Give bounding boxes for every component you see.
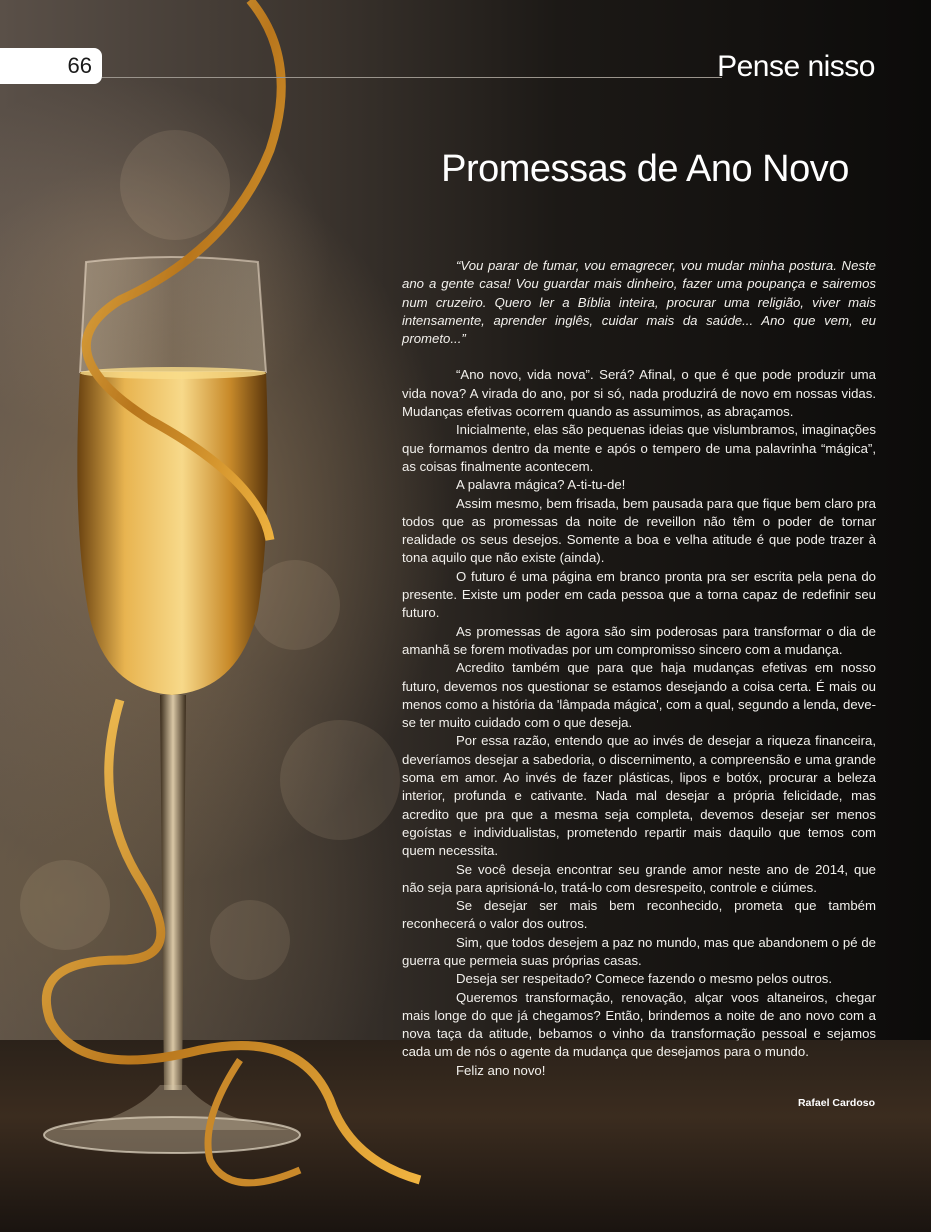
article-title: Promessas de Ano Novo bbox=[441, 148, 849, 190]
paragraph: O futuro é uma página em branco pronta pra ser escrita pela pena do presente. Existe um poder em cada pessoa que a torna capaz de redefinir seu futuro. bbox=[402, 568, 876, 621]
paragraph: Assim mesmo, bem frisada, bem pausada para que fique bem claro pra todos que as promessas da noite de reveillon não têm o poder de tornar realidade os seus desejos. Somente a boa e velha atitude é que pode trazer à tona aquilo que não existe (ainda). bbox=[402, 495, 876, 566]
page-number: 66 bbox=[67, 53, 92, 78]
author-byline: Rafael Cardoso bbox=[797, 1097, 875, 1109]
header-divider bbox=[102, 77, 722, 78]
paragraph: Acredito também que para que haja mudanças efetivas em nosso futuro, devemos nos questionar se estamos desejando a coisa certa. É mais ou menos como a história da 'lâmpada mágica', com a qual, segundo a lenda, deve-se ter muito cuidado com o que deseja. bbox=[402, 660, 876, 731]
paragraph: A palavra mágica? A-ti-tu-de! bbox=[456, 477, 626, 493]
paragraph: Queremos transformação, renovação, alçar voos altaneiros, chegar mais longe do que já chegamos? Então, brindemos a noite de ano novo com a nova taça da atitude, bebamos o vinho da transformação pessoal e sejamos cada um de nós o agente da mudança que desejamos para o mundo. bbox=[402, 989, 876, 1060]
paragraph: Sim, que todos desejem a paz no mundo, mas que abandonem o pé de guerra que permeia suas próprias casas. bbox=[402, 934, 876, 968]
paragraph: Se você deseja encontrar seu grande amor neste ano de 2014, que não seja para aprisioná-lo, tratá-lo com desrespeito, controle e ciúmes. bbox=[402, 861, 876, 895]
closing-line: Feliz ano novo! bbox=[456, 1062, 546, 1078]
opening-quote: “Vou parar de fumar, vou emagrecer, vou mudar minha postura. Neste ano a gente casa! Vou guardar mais dinheiro, fazer uma poupança e sairemos num cruzeiro. Quero ler a Bíblia inteira, procurar uma religião, viver mais intensamente, aprender inglês, cuidar mais da saúde... Ano que vem, eu prometo...” bbox=[402, 258, 876, 347]
paragraph: As promessas de agora são sim poderosas para transformar o dia de amanhã se forem motivadas por um compromisso sincero com a mudança. bbox=[402, 623, 876, 657]
paragraph: Se desejar ser mais bem reconhecido, prometa que também reconhecerá o valor dos outros. bbox=[402, 898, 876, 932]
paragraph: Inicialmente, elas são pequenas ideias que vislumbramos, imaginações que formamos dentro da mente e após o tempero de uma palavrinha “mágica”, as coisas finalmente acontecem. bbox=[402, 422, 876, 474]
paragraph: “Ano novo, vida nova”. Será? Afinal, o que é que pode produzir uma vida nova? A virada do ano, por si só, nada produzirá de novo em nossas vidas. Mudanças efetivas ocorrem quando as assumimos, as abraçamos. bbox=[402, 367, 876, 420]
section-title: Pense nisso bbox=[717, 50, 875, 83]
paragraph: Deseja ser respeitado? Comece fazendo o mesmo pelos outros. bbox=[456, 971, 833, 987]
paragraph: Por essa razão, entendo que ao invés de desejar a riqueza financeira, deveríamos desejar a sabedoria, o discernimento, a compreensão e uma grande soma em amor. Ao invés de fazer plásticas, lipos e botóx, procurar a beleza interior, profunda e cativante. Nada mal desejar a própria felicidade, mas acredito que pra que a mesma seja completa, devemos desejar ser menos egoístas e individualistas, prometendo repartir mais daquilo que temos com quem necessita. bbox=[402, 733, 876, 859]
article-body bbox=[402, 257, 876, 1080]
